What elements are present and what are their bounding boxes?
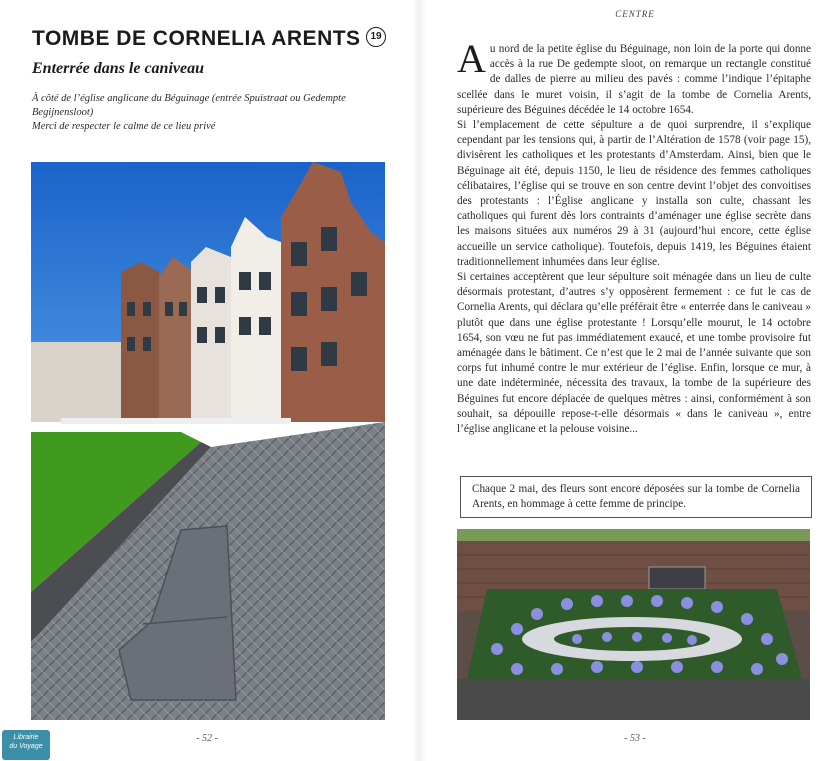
body-paragraph xyxy=(457,36,811,118)
location-info xyxy=(32,92,377,134)
pavement xyxy=(457,679,810,720)
body-paragraph: Si l’emplacement de cette sépulture a de quoi surprendre, il s’explique cependant par les tensions qui, à partir de l’Altération de 1578 (voir page 15), divisèrent les catholiques et les protestants d’Amsterdam. Ainsi, bien que le Béguinage ait été, depuis 1150, le lieu de résidence des femmes catholiques célibataires, l’église qui se trouve en son centre devint l’objet des convoitises des protestants : l’Église anglicane y installa son culte, chassant les catholiques qui furent dès lors contraints d’aménager une église secrète dans les maisons situées aux numéros 29 à 31 (aujourd’hui encore, cette église accueille un service catholique). Toutefois, depuis 1419, les Béguines étaient traditionnellement inhumées dans leur église. xyxy=(457,119,811,268)
body-paragraph: Si certaines acceptèrent que leur sépulture soit ménagée dans un lieu de culte désormais protestant, d’autres s’y opposèrent fermement : ce fut le cas de Cornelia Arents, qui déclara qu’elle préférait être « enterrée dans le caniveau » plutôt que dans une église protestante ! Lorsqu’elle mourut, le 14 octobre 1654, son vœu ne fut pas immédiatement exaucé, et une tombe provisoire fut aménagée dans le bâtiment. Ce n’est que le 2 mai de l’année suivante que son corps fut inhumé contre le mur extérieur de l’église. Enfin, lorsque ce mur, à une date indéterminée, nécessita des travaux, la tombe de la supérieure des Béguines fut encore déplacée de quelques mètres : ainsi, conformément à son souhait, sa dépouille repose-t-elle désormais « dans le caniveau », entre l’église anglicane et la pelouse voisine... xyxy=(457,271,811,436)
page-title: TOMBE DE CORNELIA ARENTS xyxy=(32,27,361,50)
page-subtitle: Enterrée dans le caniveau xyxy=(32,60,204,77)
fence xyxy=(61,418,291,424)
running-head: CENTRE xyxy=(615,9,655,19)
bookstore-watermark xyxy=(2,730,50,760)
watermark-line1: Librairie xyxy=(13,734,39,741)
entry-number-badge: 19 xyxy=(366,27,386,47)
article-body xyxy=(457,36,811,437)
epitaph-plaque xyxy=(649,567,705,589)
flowered-tomb-photo xyxy=(457,529,810,720)
begijnhof-photo xyxy=(31,162,385,720)
drop-cap: A xyxy=(457,36,486,81)
watermark-line2: du Voyage xyxy=(9,743,43,750)
visitor-note: Merci de respecter le calme de ce lieu privé xyxy=(32,121,216,132)
page-number-left: - 52 - xyxy=(196,733,218,744)
page-number-right: - 53 - xyxy=(624,733,646,744)
body-paragraph-text: u nord de la petite église du Béguinage, non loin de la porte qui donne accès à la rue De gedempte sloot, on remarque un rectangle constitué de dalles de pierre au milieu des pavés : comme l’indique l’épitaphe scellée dans le muret voisin, il s’agit de la tombe de Cornelia Arents, supérieure des Béguines décédée le 14 octobre 1654. xyxy=(457,43,811,116)
address-text: À côté de l’église anglicane du Béguinage (entrée Spuistraat ou Gedempte Begijnensloot) xyxy=(32,93,346,118)
callout-box: Chaque 2 mai, des fleurs sont encore déposées sur la tombe de Cornelia Arents, en hommage à cette femme de principe. xyxy=(460,476,812,518)
